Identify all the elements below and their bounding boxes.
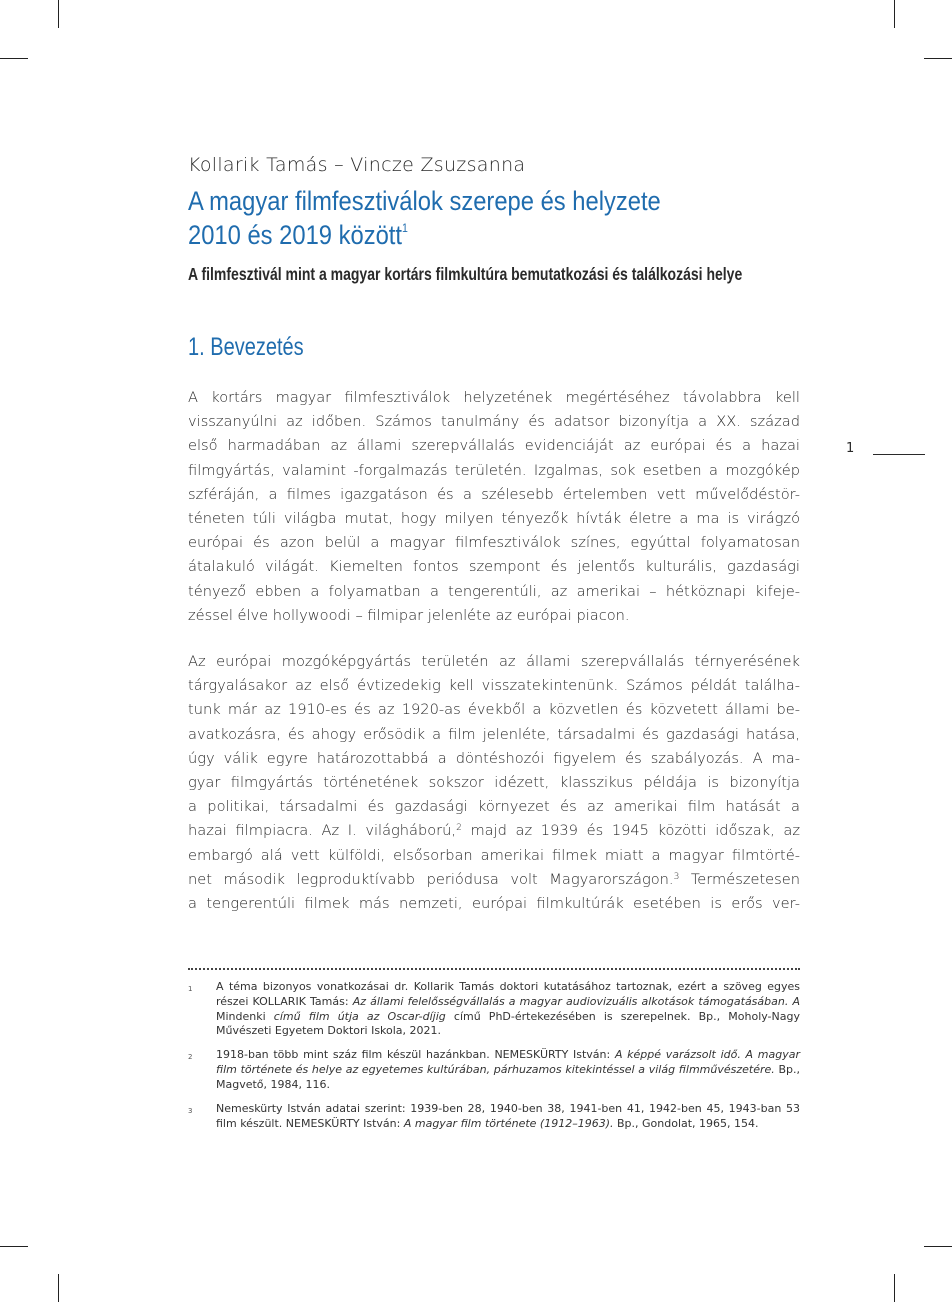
footnote-segment: Bp., Magvető, 1984, 116.: [216, 1062, 800, 1091]
text-line: visszanyúlni az időben. Számos tanulmány és adatsor bizonyítja a XX. század: [188, 413, 800, 431]
footnote-number: 2: [188, 1053, 193, 1061]
footnote-text: [216, 980, 800, 1039]
text-line: első harmadában az állami szerepvállalás evidenciáját az európai és a hazai: [188, 437, 800, 455]
text-line: tárgyalásakor az első évtizedekig kell visszatekintenünk. Számos példát találha-: [188, 677, 800, 695]
paragraph-2: [188, 650, 800, 916]
footnote-ref-3[interactable]: 3: [673, 871, 680, 882]
section-heading: 1. Bevezetés: [188, 333, 304, 361]
text-line: tunk már az 1910-es és az 1920-as évekből a közvetlen és közvetett állami be-: [188, 701, 800, 719]
text-line: zéssel élve hollywoodi – filmipar jelenléte az európai piacon.: [188, 606, 630, 624]
footnote-number: 1: [188, 985, 193, 993]
footnote-2: [188, 1048, 800, 1092]
text-line: gyar filmgyártás történetének sokszor idézett, klasszikus példája is bizonyítja: [188, 774, 800, 792]
text-line: téneten túli világba mutat, hogy milyen tényezők hívták életre a ma is virágzó: [188, 510, 800, 528]
text-segment: hazai filmpiacra. Az I. világháború,: [188, 822, 457, 840]
crop-mark-bottom-right-v: [894, 1274, 895, 1302]
crop-mark-bottom-right-h: [924, 1246, 952, 1247]
footnote-italic: Az állami felelősségvállalás a magyar audiovizuális alkotások támogatásában. A: [352, 994, 800, 1008]
footnote-3: [188, 1102, 800, 1132]
footnote-segment: Bp., Gondolat, 1965, 154.: [613, 1116, 759, 1130]
page-number: 1: [846, 441, 855, 456]
footnote-segment: A téma bizonyos vonatkozásai dr. Kollarik Tamás doktori kutatásához tartoznak, ezért a szöveg egyes részei KOLLARIK Tamás:: [216, 980, 800, 1008]
chapter-title-line-1: A magyar filmfesztiválok szerepe és helyzete: [188, 186, 661, 216]
footnote-1: [188, 980, 800, 1039]
footnote-segment: Nemeskürty István adatai szerint: 1939-ben 28, 1940-ben 38, 1941-ben 41, 1942-ben 45, 1943-ban 53 film készült. NEMESKÜRTY István:: [216, 1102, 800, 1130]
text-line: A kortárs magyar filmfesztiválok helyzetének megértéséhez távolabbra kell: [188, 389, 800, 406]
text-segment: majd az 1939 és 1945 közötti időszak, az: [461, 822, 800, 840]
chapter-title-line-2: 2010 és 2019 között: [188, 220, 403, 250]
text-segment: net második legproduktívabb periódusa volt Magyarországon.: [188, 870, 674, 888]
authors: Kollarik Tamás – Vincze Zsuzsanna: [188, 154, 526, 176]
footnote-italic: A képpé varázsolt idő. A magyar film története és helye az egyetemes kultúrában, párhuzamos kitekintéssel a világ filmművészetére.: [216, 1048, 800, 1076]
text-line: filmgyártás, valamint -forgalmazás területén. Izgalmas, sok esetben a mozgókép: [188, 461, 800, 479]
footnote-segment: 1918-ban több mint száz film készül hazánkban. NEMESKÜRTY István:: [216, 1048, 615, 1061]
footnote-text: [216, 1102, 800, 1132]
text-line: [188, 868, 800, 892]
crop-mark-bottom-left-v: [58, 1274, 59, 1302]
paragraph-1: [188, 386, 800, 628]
footnote-text: [216, 1048, 800, 1092]
text-line: [188, 819, 800, 843]
footnote-segment: című PhD-értekezésében is szerepelnek. Bp., Moholy-Nagy Művészeti Egyetem Doktori Iskola, 2021.: [216, 1009, 800, 1038]
chapter-subtitle: A filmfesztivál mint a magyar kortárs filmkultúra bemutatkozási és találkozási helye: [188, 264, 743, 284]
text-line: a politikai, társadalmi és gazdasági környezet és az amerikai film hatását a: [188, 798, 800, 816]
text-line: tényező ebben a folyamatban a tengerentúli, az amerikai – hétköznapi kifeje-: [188, 582, 800, 600]
text-line: Az európai mozgóképgyártás területén az állami szerepvállalás térnyerésének: [188, 653, 800, 670]
crop-mark-bottom-left-h: [0, 1246, 28, 1247]
text-line: avatkozásra, és ahogy erősödik a film jelenléte, társadalmi és gazdasági hatása,: [188, 725, 800, 743]
text-segment: Természetesen: [679, 870, 800, 888]
footnote-number: 3: [188, 1107, 193, 1115]
title-footnote-mark[interactable]: 1: [402, 221, 408, 235]
text-line: európai és azon belül a magyar filmfesztiválok színes, egyúttal folyamatosan: [188, 534, 800, 552]
chapter-title: [188, 184, 734, 252]
text-line: átalakuló világát. Kiemelten fontos szempont és jelentős kulturális, gazdasági: [188, 558, 800, 576]
crop-mark-top-right-v: [894, 0, 895, 28]
text-line: szféráján, a filmes igazgatáson és a szélesebb értelemben vett művelődéstör-: [188, 485, 800, 503]
text-line: a tengerentúli filmek más nemzeti, európai filmkultúrák esetében is erős ver-: [188, 895, 800, 913]
footnote-divider: [188, 968, 800, 970]
text-line: úgy válik egyre határozottabbá a döntéshozói figyelem és szabályozás. A ma-: [188, 749, 800, 767]
footnote-italic: A magyar film története (1912–1963).: [403, 1116, 614, 1130]
page-number-rule: [873, 454, 925, 455]
crop-mark-top-right-h: [924, 58, 952, 59]
text-line: embargó alá vett külföldi, elsősorban amerikai filmek miatt a magyar filmtörté-: [188, 846, 800, 864]
crop-mark-top-left-v: [58, 0, 59, 28]
crop-mark-top-left-h: [0, 58, 28, 59]
footnote-italic: című film útja az Oscar-díjig: [273, 1009, 446, 1023]
footnote-segment: Mindenki: [216, 1009, 274, 1023]
footnote-ref-2[interactable]: 2: [456, 823, 462, 834]
